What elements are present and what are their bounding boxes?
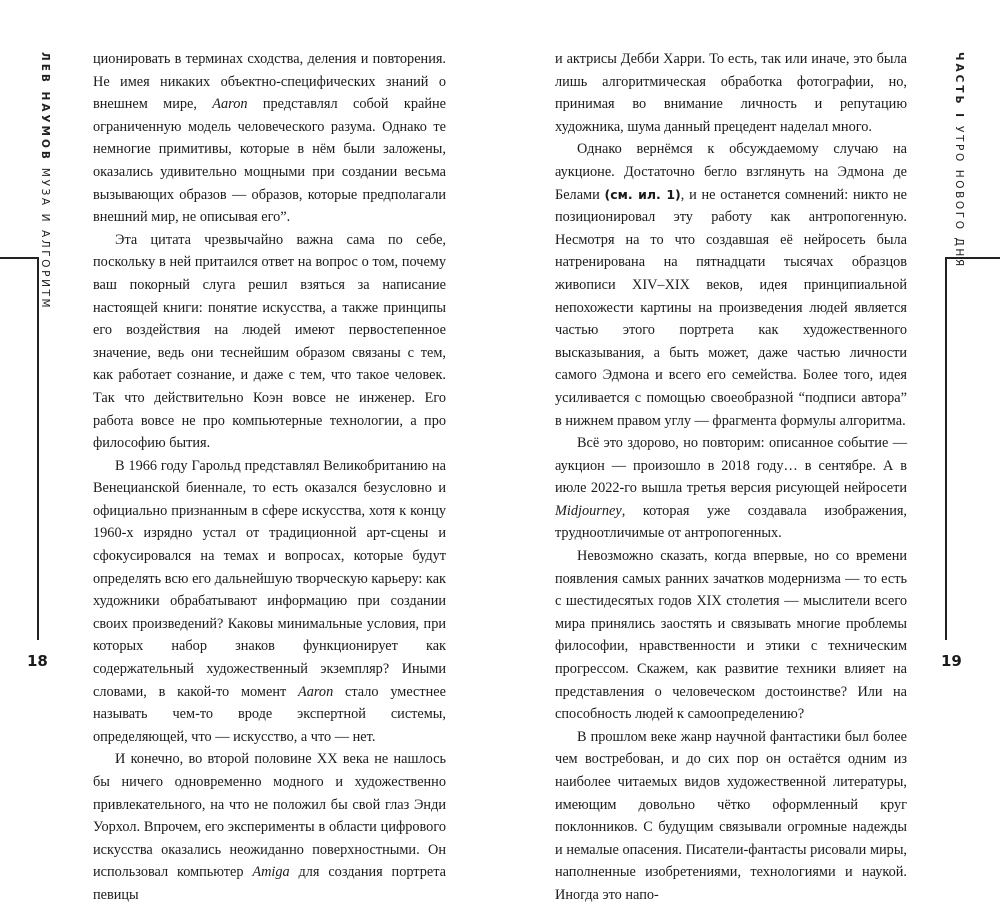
paragraph (555, 48, 907, 138)
text-run: стало уместнее называть чем-то вроде экспертной системы, определяющей, что — искусство, а что — нет. (93, 683, 446, 745)
text-run: , которая уже создавала изображения, трудноотличимые от антропогенных. (555, 502, 907, 542)
running-head-author: ЛЕВ НАУМОВ (39, 52, 51, 162)
paragraph (555, 138, 907, 432)
text-run: И конечно, во второй половине XX века не нашлось бы ничего одновременно модного и художественно привлекательного, на что не положил бы свой глаз Энди Уорхол. Впрочем, его эксперименты в области цифрового искусства оказались неожиданно поверхностными. Он использовал компьютер (93, 751, 446, 881)
left-text-column (93, 48, 446, 907)
right-vertical-rule (945, 257, 947, 640)
paragraph (555, 432, 907, 545)
paragraph (93, 229, 446, 455)
italic-term: Midjourney (555, 502, 622, 519)
right-running-head (953, 52, 965, 269)
left-margin-rule (0, 257, 37, 259)
left-running-head (39, 52, 51, 310)
italic-term: Amiga (252, 864, 290, 881)
text-run: для создания портрета певицы (93, 864, 446, 903)
running-head-part-title: УТРО НОВОГО ДНЯ (953, 126, 965, 269)
text-run: Невозможно сказать, когда впервые, но со времени появления самых ранних зачатков модернизма — то есть с шестидесятых годов XIX столетия — мыслители всего мира принялись заостять и связывать многие проблемы философии, нравственности и этики с техническим прогрессом. Скажем, как развитие техники влияет на представления о человеческом достоинстве? Или на способность людей к самоопределению? (555, 548, 907, 723)
text-run: представлял собой крайне ограниченную модель человеческого разума. Однако те немногие примитивы, которые в нём были заложены, оказались удивительно мощными при создании весьма вызывающих образов — образов, которые предполагали внешний мир, не описывая его”. (93, 96, 446, 226)
text-run: Эта цитата чрезвычайно важна сама по себе, поскольку в ней притаился ответ на вопрос о том, почему ваш покорный слуга решил взяться за написание настоящей книги: понятие искусства, а также принципы его воздействия на людей имеют первостепенное значение, ведь они теснейшим образом связаны с тем, как работает сознание, и даже с тем, что такое человек. Так что действительно Коэн вовсе не инженер. Его работа вовсе не про компьютерные технологии, а про философию бытия. (93, 231, 446, 452)
paragraph (555, 726, 907, 907)
running-head-part: ЧАСТЬ I (953, 52, 965, 121)
text-run: ционировать в терминах сходства, деления и повторения. Не имея никаких объектно-специфических знаний о внешнем мире, (93, 51, 446, 113)
italic-term: Aaron (298, 683, 334, 700)
right-text-column (555, 48, 907, 907)
paragraph (555, 545, 907, 726)
page-number-right: 19 (941, 652, 962, 670)
running-head-book-title: МУЗА И АЛГОРИТМ (39, 167, 51, 311)
text-run: и актрисы Дебби Харри. То есть, так или иначе, это была лишь алгоритмическая обработка фотографии, но, принимая во внимание личность и репутацию художника, шума данный прецедент наделал много. (555, 51, 907, 135)
left-page (0, 0, 500, 903)
right-page (500, 0, 1000, 903)
text-run: В прошлом веке жанр научной фантастики был более чем востребован, и до сих пор он остаётся одним из наиболее читаемых видов художественной литературы, имеющим довольно чётко оформленный круг поклонников. С будущим связывали огромные надежды и немалые опасения. Писатели-фантасты рисовали миры, наполненные изобретениями, технологиями и наукой. Иногда это напо- (555, 728, 907, 903)
italic-term: Aaron (212, 96, 248, 113)
page-number-left: 18 (27, 652, 48, 670)
left-vertical-rule (37, 257, 39, 640)
illustration-reference: (см. ил. 1) (604, 186, 681, 202)
paragraph (93, 48, 446, 229)
text-run: Всё это здорово, но повторим: описанное событие — аукцион — произошло в 2018 году… в сентябре. А в июле 2022-го вышла третья версия рисующей нейросети (555, 435, 907, 497)
paragraph (93, 748, 446, 906)
paragraph (93, 455, 446, 749)
text-run: , и не останется сомнений: никто не позиционировал эту работу как антропогенную. Несмотря на то что создавшая её нейросеть была натренирована на пятнадцати тысячах образцов живописи XIV–XIX веков, идея принципиальной непохожести картины на произведения людей является частью этого портрета как художественного высказывания, а быть может, даже частью личности самого Эдмона и всего его семейства. Более того, идея усиливается с помощью своеобразной “подписи автора” в нижнем правом углу — фрагмента формулы алгоритма. (555, 186, 907, 429)
text-run: В 1966 году Гарольд представлял Великобританию на Венецианской биеннале, то есть оказался безусловно и официально признанным в сфере искусства, хотя к концу 1960-х изрядно устал от традиционной арт-сцены и сфокусировался на темах и вопросах, которые будут определять всю его дальнейшую творческую карьеру: как художники обрабатывают информацию при создании своих произведений? Каковы минимальные условия, при которых набор знаков функционирует как содержательный художественный экземпляр? Иными словами, в какой-то момент (93, 457, 446, 700)
text-run: Однако вернёмся к обсуждаемому случаю на аукционе. Достаточно бегло взглянуть на Эдмона де Белами (555, 141, 907, 203)
